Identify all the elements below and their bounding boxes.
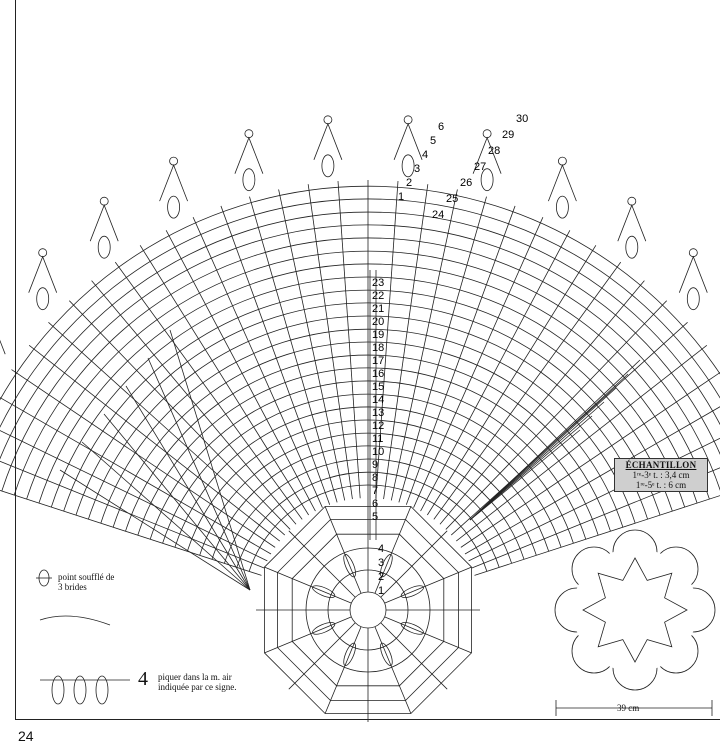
row-number-label: 8 — [372, 472, 379, 484]
border-picot-loop — [324, 116, 332, 124]
fan-ray — [279, 189, 345, 500]
row-number-label: 2 — [378, 571, 385, 583]
row-number-label: 2 — [406, 177, 413, 189]
hook-illustration-1 — [40, 616, 110, 625]
fan-arc — [2, 225, 720, 491]
fan-ray — [434, 262, 621, 519]
row-number-label: 12 — [372, 420, 385, 432]
row-number-label: 11 — [372, 433, 384, 445]
row-number-label: 25 — [446, 193, 459, 205]
row-number-label: 6 — [372, 498, 379, 510]
fan-ray — [92, 281, 296, 525]
row-number-label: 4 — [422, 149, 429, 161]
border-picot-loop — [404, 116, 412, 124]
row-number-label: 29 — [502, 129, 515, 141]
fan-ray — [338, 181, 360, 498]
row-number-label: 1 — [398, 191, 405, 203]
border-puff-stitch — [556, 196, 568, 218]
center-spoke — [289, 531, 355, 597]
legend-insert-text-2: indiquée par ce signe. — [158, 682, 237, 692]
row-number-label: 26 — [460, 177, 473, 189]
fan-ray — [29, 345, 280, 541]
right-wedge-line — [470, 416, 592, 520]
row-number-label: 4 — [378, 543, 385, 555]
row-number-label: 30 — [516, 113, 529, 125]
border-picot-loop — [558, 157, 566, 165]
center-spoke — [289, 623, 355, 689]
border-picot-loop — [39, 249, 47, 257]
legend-puff-text-1: point soufflé de — [58, 572, 115, 582]
border-puff-stitch — [98, 236, 110, 258]
left-wedge-line — [104, 414, 250, 590]
legend-insert-text-1: piquer dans la m. air — [158, 672, 232, 682]
fan-ray — [140, 245, 309, 515]
row-number-label: 6 — [438, 121, 445, 133]
row-number-label: 24 — [432, 209, 445, 221]
legend-marker-symbol: 4 — [138, 668, 148, 690]
center-spoke — [381, 531, 447, 597]
page-number: 24 — [18, 728, 34, 744]
left-wedge-line — [126, 386, 250, 590]
row-number-label: 10 — [372, 446, 385, 458]
row-number-label: 13 — [372, 407, 385, 419]
row-number-label: 3 — [378, 557, 385, 569]
row-number-label: 16 — [372, 368, 385, 380]
row-number-label: 1 — [378, 585, 385, 597]
row-number-label: 27 — [474, 161, 487, 173]
fan-ray — [414, 217, 543, 508]
border-puff-stitch — [243, 169, 255, 191]
row-number-label: 19 — [372, 329, 385, 341]
fan-ray — [427, 245, 596, 515]
border-picot-loop — [245, 130, 253, 138]
fan-ray — [406, 206, 515, 505]
fan-ray — [308, 184, 352, 499]
fan-ray — [48, 322, 284, 535]
border-puff-stitch — [37, 288, 49, 310]
border-puff-stitch — [687, 288, 699, 310]
row-number-label: 9 — [372, 459, 379, 471]
border-picot-loop — [170, 157, 178, 165]
fan-ray — [193, 217, 322, 508]
border-puff-stitch — [168, 196, 180, 218]
border-picot-loop — [483, 130, 491, 138]
border-puff-stitch — [626, 236, 638, 258]
row-number-label: 7 — [372, 485, 379, 497]
legend-puff-text-2: 3 brides — [58, 582, 87, 592]
gauge-line-2: 1ʳᵉ-5ᵉ t. : 6 cm — [635, 480, 687, 490]
center-ring — [350, 592, 386, 628]
row-number-label: 3 — [414, 163, 421, 175]
row-number-label: 5 — [430, 135, 437, 147]
row-number-label: 14 — [372, 394, 385, 406]
fan-ray — [0, 395, 271, 554]
fan-ray — [115, 262, 302, 519]
right-wedge-line — [470, 402, 604, 520]
fan-ray — [384, 184, 428, 499]
center-spoke — [381, 623, 447, 689]
left-wedge-line — [170, 330, 250, 590]
row-number-label: 18 — [372, 342, 385, 354]
row-number-label: 5 — [372, 511, 379, 523]
fan-ray — [391, 189, 457, 500]
row-number-label: 28 — [488, 145, 501, 157]
border-picot-loop — [689, 249, 697, 257]
border-picot-point — [0, 318, 5, 354]
row-number-label: 15 — [372, 381, 385, 393]
row-number-label: 20 — [372, 316, 385, 328]
size-label: 39 cm — [617, 703, 640, 713]
gauge-line-1: 1ʳᵉ-3ᵉ t. : 3,4 cm — [632, 470, 690, 480]
border-picot-loop — [628, 197, 636, 205]
border-picot-loop — [100, 197, 108, 205]
fan-ray — [456, 345, 707, 541]
gauge-title: ÉCHANTILLON — [625, 460, 697, 470]
border-puff-stitch — [322, 155, 334, 177]
size-diagram-fill — [573, 548, 697, 672]
row-number-label: 22 — [372, 290, 385, 302]
row-number-label: 23 — [372, 277, 385, 289]
border-puff-stitch — [402, 155, 414, 177]
row-number-label: 17 — [372, 355, 385, 367]
left-wedge-line — [82, 442, 250, 590]
gauge-box — [614, 458, 708, 492]
fan-ray — [221, 206, 330, 505]
row-number-label: 21 — [372, 303, 385, 315]
